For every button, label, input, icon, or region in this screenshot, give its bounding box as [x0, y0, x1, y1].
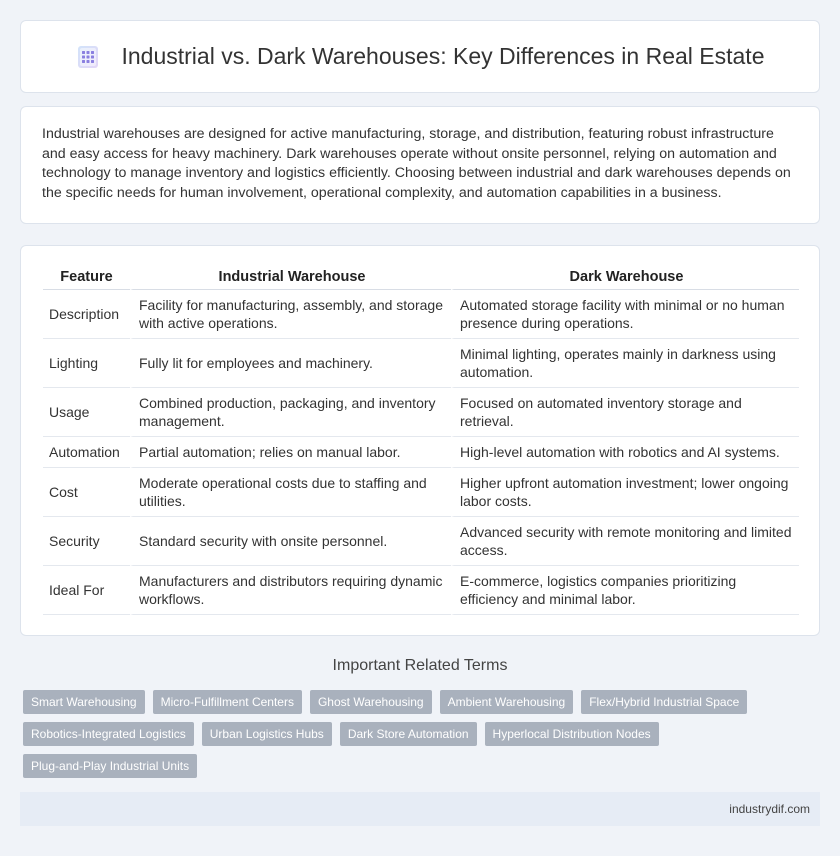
industrial-cell: Moderate operational costs due to staffing and utilities.	[130, 468, 451, 517]
related-term-tag[interactable]: Hyperlocal Distribution Nodes	[485, 722, 659, 746]
intro-paragraph: Industrial warehouses are designed for active manufacturing, storage, and distribution, featuring robust infrastructure and easy access for heavy machinery. Dark warehouses operate without onsite personnel, relying on automation and technology to manage inventory and logistics efficiently. Choosing between industrial and dark warehouses depends on the specific needs for human involvement, operational complexity, and automation capabilities in a business.	[42, 126, 791, 201]
related-term-tag[interactable]: Urban Logistics Hubs	[202, 722, 332, 746]
related-term-tag[interactable]: Ghost Warehousing	[310, 690, 432, 714]
header-card	[20, 20, 820, 93]
industrial-cell: Facility for manufacturing, assembly, and storage with active operations.	[130, 290, 451, 339]
industrial-cell: Standard security with onsite personnel.	[130, 517, 451, 566]
related-term-tag[interactable]: Robotics-Integrated Logistics	[23, 722, 194, 746]
table-header-row	[43, 266, 799, 290]
building-grid-icon	[75, 44, 101, 70]
related-terms-list	[23, 690, 783, 778]
industrial-cell: Partial automation; relies on manual labor.	[130, 437, 451, 468]
feature-cell: Automation	[43, 437, 130, 468]
feature-cell: Lighting	[43, 339, 130, 388]
footer-site-link[interactable]: industrydif.com	[729, 802, 810, 816]
dark-cell: Minimal lighting, operates mainly in darkness using automation.	[451, 339, 799, 388]
table-row	[43, 566, 799, 615]
industrial-cell: Manufacturers and distributors requiring dynamic workflows.	[130, 566, 451, 615]
related-term-tag[interactable]: Ambient Warehousing	[440, 690, 574, 714]
feature-cell: Security	[43, 517, 130, 566]
feature-cell: Ideal For	[43, 566, 130, 615]
feature-cell: Usage	[43, 388, 130, 437]
dark-cell: High-level automation with robotics and AI systems.	[451, 437, 799, 468]
comparison-table-card	[20, 245, 820, 636]
related-term-tag[interactable]: Smart Warehousing	[23, 690, 145, 714]
comparison-table	[43, 266, 799, 615]
feature-cell: Cost	[43, 468, 130, 517]
dark-cell: Advanced security with remote monitoring and limited access.	[451, 517, 799, 566]
related-term-tag[interactable]: Flex/Hybrid Industrial Space	[581, 690, 747, 714]
dark-cell: Higher upfront automation investment; lower ongoing labor costs.	[451, 468, 799, 517]
related-term-tag[interactable]: Micro-Fulfillment Centers	[153, 690, 302, 714]
related-term-tag[interactable]: Plug-and-Play Industrial Units	[23, 754, 197, 778]
page-title: Industrial vs. Dark Warehouses: Key Differences in Real Estate	[121, 43, 765, 69]
table-row	[43, 437, 799, 468]
industrial-cell: Combined production, packaging, and inventory management.	[130, 388, 451, 437]
table-row	[43, 290, 799, 339]
dark-cell: E-commerce, logistics companies prioritizing efficiency and minimal labor.	[451, 566, 799, 615]
table-row	[43, 388, 799, 437]
header	[21, 21, 819, 92]
table-row	[43, 517, 799, 566]
dark-cell: Focused on automated inventory storage and retrieval.	[451, 388, 799, 437]
related-term-tag[interactable]: Dark Store Automation	[340, 722, 477, 746]
intro-card	[20, 106, 820, 224]
dark-cell: Automated storage facility with minimal or no human presence during operations.	[451, 290, 799, 339]
related-terms-title: Important Related Terms	[332, 657, 508, 674]
column-header-industrial: Industrial Warehouse	[130, 266, 451, 290]
industrial-cell: Fully lit for employees and machinery.	[130, 339, 451, 388]
column-header-feature: Feature	[43, 266, 130, 290]
table-row	[43, 339, 799, 388]
table-row	[43, 468, 799, 517]
feature-cell: Description	[43, 290, 130, 339]
footer	[20, 792, 820, 826]
column-header-dark: Dark Warehouse	[451, 266, 799, 290]
